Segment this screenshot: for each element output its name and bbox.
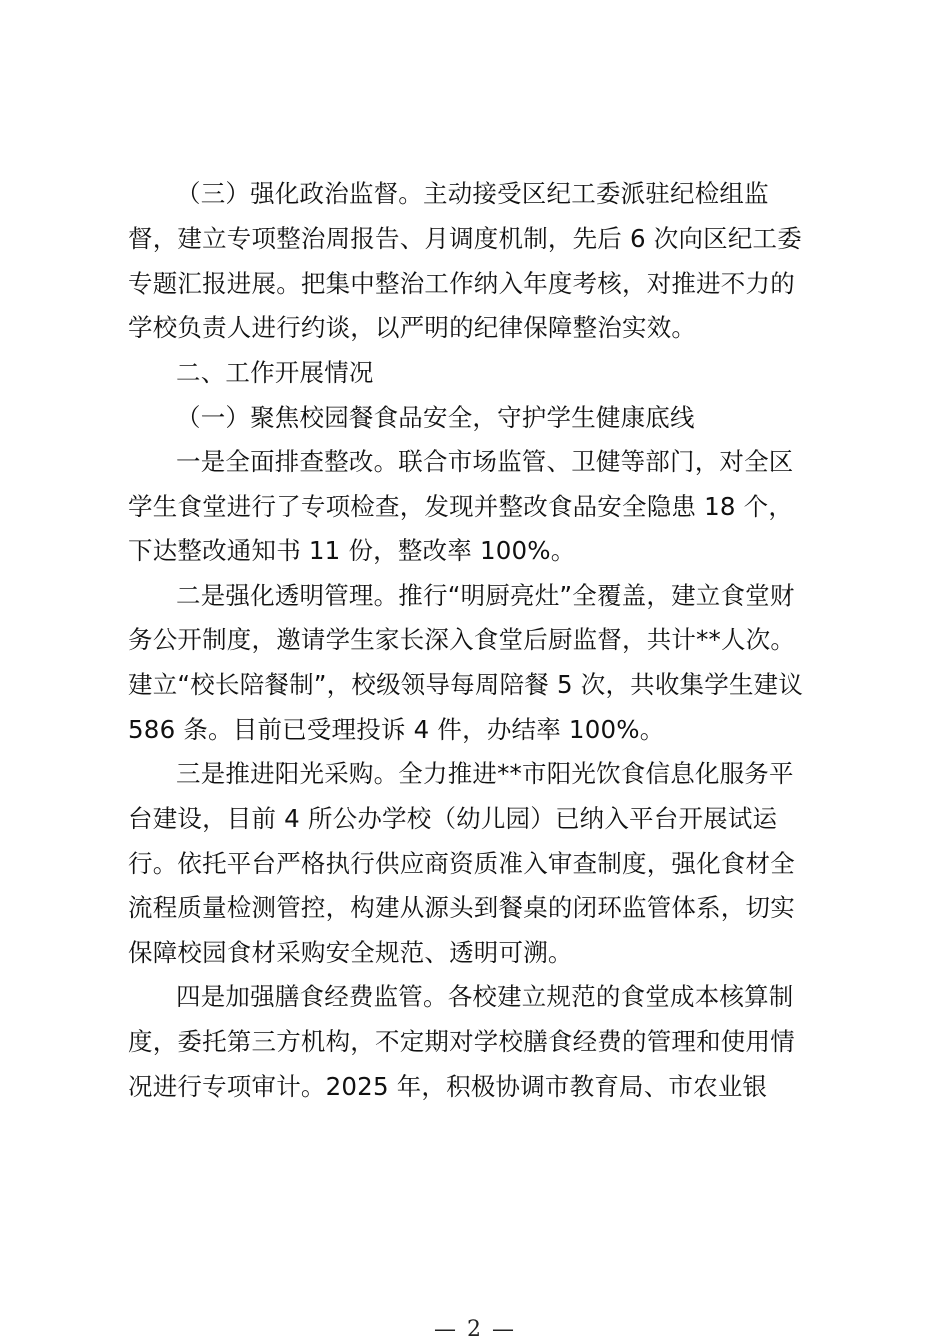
section-heading: 二、工作开展情况 <box>176 358 374 387</box>
subsection-heading: （一）聚焦校园餐食品安全，守护学生健康底线 <box>176 403 695 432</box>
paragraph-line: （三）强化政治监督。主动接受区纪工委派驻纪检组监 <box>176 179 769 208</box>
paragraph-line: 专题汇报进展。把集中整治工作纳入年度考核，对推进不力的 <box>128 269 795 298</box>
paragraph-line: 建立“校长陪餐制”，校级领导每周陪餐 5 次，共收集学生建议 <box>128 670 804 699</box>
paragraph-line: 下达整改通知书 11 份，整改率 100%。 <box>128 536 576 565</box>
paragraph-line: 行。依托平台严格执行供应商资质准入审查制度，强化食材全 <box>128 849 795 878</box>
paragraph-line: 学生食堂进行了专项检查，发现并整改食品安全隐患 18 个， <box>128 492 794 521</box>
page-number: — 2 — <box>434 1317 516 1342</box>
paragraph-line: 四是加强膳食经费监管。各校建立规范的食堂成本核算制 <box>176 982 794 1011</box>
paragraph-line: 三是推进阳光采购。全力推进**市阳光饮食信息化服务平 <box>176 759 794 788</box>
paragraph-line: 度，委托第三方机构，不定期对学校膳食经费的管理和使用情 <box>128 1027 795 1056</box>
paragraph-line: 二是强化透明管理。推行“明厨亮灶”全覆盖，建立食堂财 <box>176 581 795 610</box>
paragraph-line: 学校负责人进行约谈，以严明的纪律保障整治实效。 <box>128 313 697 342</box>
paragraph-line: 586 条。目前已受理投诉 4 件，办结率 100%。 <box>128 715 665 744</box>
paragraph-line: 督，建立专项整治周报告、月调度机制，先后 6 次向区纪工委 <box>128 224 802 253</box>
paragraph-line: 台建设，目前 4 所公办学校（幼儿园）已纳入平台开展试运 <box>128 804 778 833</box>
paragraph-line: 务公开制度，邀请学生家长深入食堂后厨监督，共计**人次。 <box>128 625 796 654</box>
paragraph-line: 一是全面排查整改。联合市场监管、卫健等部门，对全区 <box>176 447 794 476</box>
paragraph-line: 保障校园食材采购安全规范、透明可溯。 <box>128 938 573 967</box>
paragraph-line: 况进行专项审计。2025 年，积极协调市教育局、市农业银 <box>128 1072 768 1101</box>
paragraph-line: 流程质量检测管控，构建从源头到餐桌的闭环监管体系，切实 <box>128 893 795 922</box>
